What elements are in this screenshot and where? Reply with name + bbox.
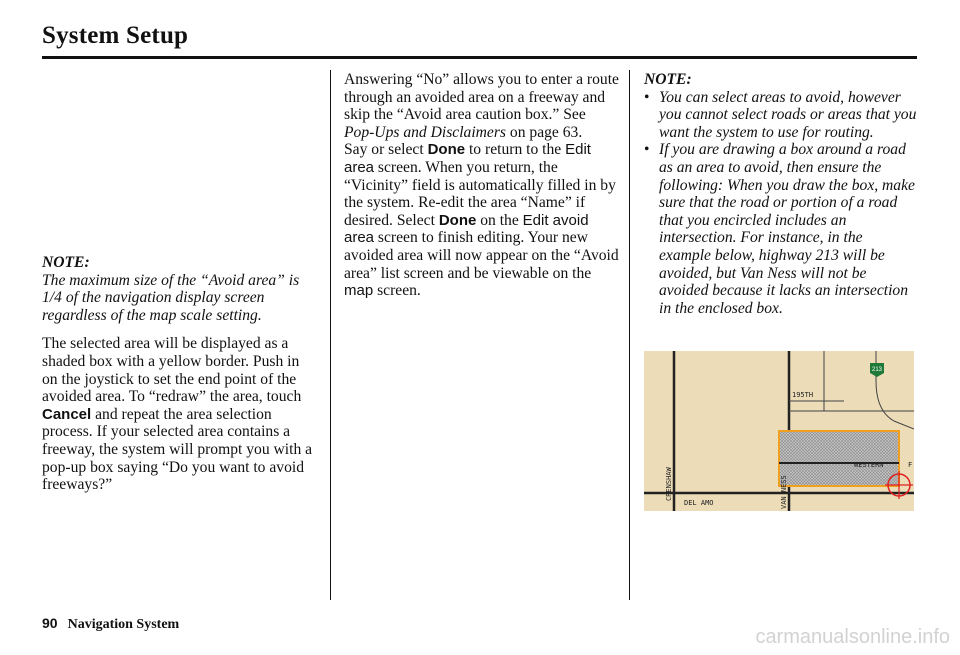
column-divider-2 (629, 70, 630, 600)
footer-title: Navigation System (67, 617, 180, 632)
text-run: and repeat the area selection process. If your selected area contains a freeway, the system will prompt you with a pop-up box saying “Do you want to avoid freeways?” (42, 405, 313, 494)
note-heading: NOTE: (644, 71, 692, 88)
map-figure (644, 351, 914, 511)
label-edge-f: F (908, 461, 913, 469)
note-bullet-list (644, 89, 918, 318)
list-item: • If you are drawing a box around a road as an area to avoid, then ensure the following: When you draw the box, make sure that the road or portion of a road that you encircled includes an intersection. For instance, in the example below, highway 213 will be avoided, but Van Ness will not be avoided because it lacks an intersection in the enclosed box. (644, 141, 918, 317)
paragraph-selected-area (42, 335, 317, 493)
text-run: on the (476, 211, 523, 229)
paragraph-answering-no (344, 71, 619, 141)
column-2 (344, 71, 619, 300)
column-3 (644, 71, 918, 317)
page-number: 90 (42, 615, 58, 631)
ui-term-edit-avoid-area: Edit avoid area (344, 211, 589, 247)
label-van-ness: VAN NESS (780, 475, 788, 509)
text-run: Answering “No” allows you to enter a route through an avoided area on a freeway and skip the “Avoid area caution box.” See (344, 71, 619, 124)
text-run: on page 63. (506, 123, 583, 141)
text-run: Say or select (344, 141, 428, 159)
cross-reference: Pop-Ups and Disclaimers (344, 123, 506, 141)
text-run: screen. (373, 282, 421, 300)
avoid-area-box (779, 431, 899, 486)
column-1 (42, 254, 317, 494)
label-western: WESTERN (854, 461, 884, 469)
label-crenshaw: CRENSHAW (665, 467, 673, 501)
note-heading: NOTE: (42, 254, 90, 271)
ui-term-done: Done (438, 211, 477, 229)
text-run: to return to the (465, 141, 566, 159)
column-divider-1 (330, 70, 331, 600)
page-title: System Setup (42, 22, 189, 49)
text-run: The selected area will be displayed as a shaded box with a yellow border. Push in on the joystick to set the end point of the avoided area. To “redraw” the area, touch (42, 335, 302, 406)
label-195th: 195TH (792, 391, 814, 399)
text-run: screen to finish editing. Your new avoided area will now appear on the “Avoid area” list screen and be viewable on the (344, 229, 619, 282)
text-run: screen. When you return, the “Vicinity” field is automatically filled in by the system. Re-edit the area “Name” if desired. Select (344, 158, 616, 229)
note-text: The maximum size of the “Avoid area” is 1/4 of the navigation display screen regardless of the map scale setting. (42, 271, 300, 324)
header-rule (42, 56, 917, 59)
ui-term-map: map (344, 282, 374, 300)
ui-term-done: Done (427, 141, 466, 159)
page-footer (42, 615, 179, 633)
label-del-amo: DEL AMO (684, 499, 714, 507)
highway-shield-label: 213 (871, 367, 883, 373)
ui-term-edit-area: Edit area (344, 141, 591, 176)
watermark: carmanualsonline.info (755, 626, 950, 648)
list-item: • You can select areas to avoid, however you cannot select roads or areas that you want the system to use for routing. (644, 89, 918, 142)
ui-term-cancel: Cancel (42, 405, 92, 423)
paragraph-done (344, 141, 619, 299)
